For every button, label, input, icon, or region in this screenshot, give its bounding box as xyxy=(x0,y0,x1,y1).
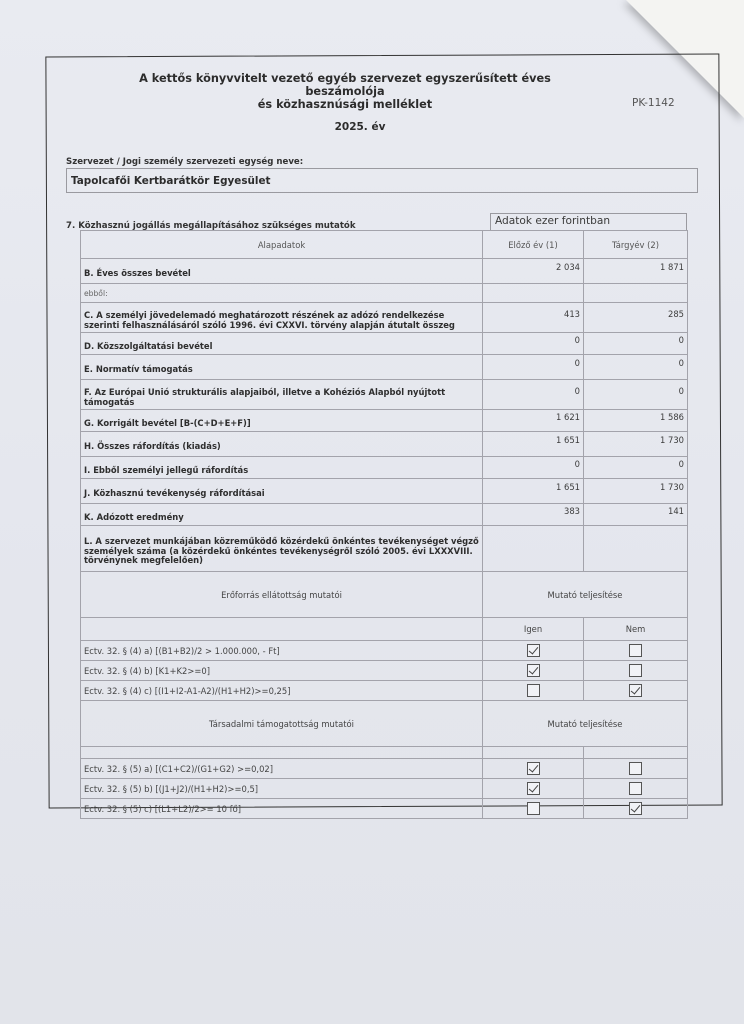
row-label: G. Korrigált bevétel [B-(C+D+E+F)] xyxy=(81,410,483,432)
unit-note: Adatok ezer forintban xyxy=(490,213,687,230)
indicator-row xyxy=(81,641,688,661)
current-year-value: 0 xyxy=(584,333,688,355)
section-title: 7. Közhasznú jogállás megállapításához szükséges mutatók xyxy=(66,221,356,231)
fulfilment-heading: Mutató teljesítése xyxy=(483,701,688,747)
report-year: 2025. év xyxy=(334,121,386,133)
current-year-value: 1 871 xyxy=(584,259,688,284)
table-row xyxy=(81,380,688,410)
indicator-label: Ectv. 32. § (5) b) [(J1+J2)/(H1+H2)>=0,5] xyxy=(81,779,483,799)
current-year-value xyxy=(584,526,688,572)
document-title xyxy=(110,72,580,111)
indicator-label: Ectv. 32. § (4) a) [(B1+B2)/2 > 1.000.000, - Ft] xyxy=(81,641,483,661)
resource-indicators-header xyxy=(81,572,688,618)
row-label: L. A szervezet munkájában közreműködő közérdekű önkéntes tevékenységet végző személyek száma (a közérdekű önkéntes tevékenységről szóló 2005. évi LXXXVIII. törvénynek megfelelően) xyxy=(81,526,483,572)
prev-year-value: 413 xyxy=(483,303,584,333)
row-label: J. Közhasznú tevékenység ráfordításai xyxy=(81,479,483,504)
table-row xyxy=(81,284,688,303)
header-base-data: Alapadatok xyxy=(81,231,483,259)
yes-checkbox[interactable] xyxy=(527,762,540,775)
fulfilment-heading: Mutató teljesítése xyxy=(483,572,688,618)
prev-year-value: 0 xyxy=(483,333,584,355)
yes-checkbox[interactable] xyxy=(527,664,540,677)
indicator-row xyxy=(81,661,688,681)
yes-header: Igen xyxy=(483,618,584,641)
indicator-label: Ectv. 32. § (5) c) [(L1+L2)/2>= 10 fő] xyxy=(81,799,483,819)
yes-cell xyxy=(483,661,584,681)
current-year-value: 0 xyxy=(584,355,688,380)
title-line-2: és közhasznúsági melléklet xyxy=(257,98,433,111)
no-cell xyxy=(584,661,688,681)
table-row xyxy=(81,355,688,380)
indicator-label: Ectv. 32. § (4) b) [K1+K2>=0] xyxy=(81,661,483,681)
prev-year-value: 383 xyxy=(483,504,584,526)
indicator-row xyxy=(81,779,688,799)
row-label: E. Normatív támogatás xyxy=(81,355,483,380)
table-row xyxy=(81,526,688,572)
title-line-1: A kettős könyvvitelt vezető egyéb szervezet egyszerűsített éves beszámolója xyxy=(139,72,551,98)
indicator-group-heading: Erőforrás ellátottság mutatói xyxy=(81,572,483,618)
current-year-value: 141 xyxy=(584,504,688,526)
no-cell xyxy=(584,681,688,701)
table-row xyxy=(81,457,688,479)
no-cell xyxy=(584,759,688,779)
current-year-value: 0 xyxy=(584,380,688,410)
no-checkbox[interactable] xyxy=(629,762,642,775)
yes-checkbox[interactable] xyxy=(527,684,540,697)
yes-cell xyxy=(483,681,584,701)
table-header-row xyxy=(81,231,688,259)
indicator-label: Ectv. 32. § (5) a) [(C1+C2)/(G1+G2) >=0,02] xyxy=(81,759,483,779)
table-row xyxy=(81,432,688,457)
indicator-group-heading: Társadalmi támogatottság mutatói xyxy=(81,701,483,747)
indicators-table xyxy=(80,230,688,819)
prev-year-value: 0 xyxy=(483,457,584,479)
current-year-value: 0 xyxy=(584,457,688,479)
indicator-label: Ectv. 32. § (4) c) [(I1+I2-A1-A2)/(H1+H2)>=0,25] xyxy=(81,681,483,701)
row-label: D. Közszolgáltatási bevétel xyxy=(81,333,483,355)
prev-year-value xyxy=(483,284,584,303)
row-label: K. Adózott eredmény xyxy=(81,504,483,526)
row-label: I. Ebből személyi jellegű ráfordítás xyxy=(81,457,483,479)
table-row xyxy=(81,410,688,432)
no-checkbox[interactable] xyxy=(629,664,642,677)
yes-cell xyxy=(483,641,584,661)
organization-label: Szervezet / Jogi személy szervezeti egység neve: xyxy=(66,157,304,167)
yes-no-header-row xyxy=(81,747,688,759)
current-year-value: 1 730 xyxy=(584,432,688,457)
no-checkbox[interactable] xyxy=(629,644,642,657)
yes-cell xyxy=(483,779,584,799)
form-code: PK-1142 xyxy=(632,97,675,109)
prev-year-value: 2 034 xyxy=(483,259,584,284)
prev-year-value: 1 621 xyxy=(483,410,584,432)
prev-year-value: 1 651 xyxy=(483,479,584,504)
no-checkbox[interactable] xyxy=(629,782,642,795)
header-current-year: Tárgyév (2) xyxy=(584,231,688,259)
yes-no-header-row xyxy=(81,618,688,641)
row-label: C. A személyi jövedelemadó meghatározott részének az adózó rendelkezése szerinti felhasználásáról szóló 1996. évi CXXVI. törvény alapján átutalt összeg xyxy=(81,303,483,333)
yes-checkbox[interactable] xyxy=(527,802,540,815)
yes-cell xyxy=(483,799,584,819)
blank-cell xyxy=(81,747,483,759)
current-year-value: 285 xyxy=(584,303,688,333)
organization-name-field: Tapolcafői Kertbarátkör Egyesület xyxy=(66,168,698,193)
yes-cell xyxy=(483,759,584,779)
table-row xyxy=(81,259,688,284)
no-header: Nem xyxy=(584,618,688,641)
no-cell xyxy=(584,779,688,799)
indicator-row xyxy=(81,799,688,819)
no-cell xyxy=(584,799,688,819)
current-year-value xyxy=(584,284,688,303)
blank-cell xyxy=(483,747,584,759)
row-label: B. Éves összes bevétel xyxy=(81,259,483,284)
row-label: H. Összes ráfordítás (kiadás) xyxy=(81,432,483,457)
table-row xyxy=(81,303,688,333)
row-label: ebből: xyxy=(81,284,483,303)
current-year-value: 1 586 xyxy=(584,410,688,432)
table-row xyxy=(81,479,688,504)
table-row xyxy=(81,504,688,526)
indicator-row xyxy=(81,759,688,779)
prev-year-value: 1 651 xyxy=(483,432,584,457)
row-label: F. Az Európai Unió strukturális alapjaiból, illetve a Kohéziós Alapból nyújtott támogatás xyxy=(81,380,483,410)
header-prev-year: Előző év (1) xyxy=(483,231,584,259)
yes-checkbox[interactable] xyxy=(527,782,540,795)
prev-year-value xyxy=(483,526,584,572)
indicator-row xyxy=(81,681,688,701)
prev-year-value: 0 xyxy=(483,380,584,410)
current-year-value: 1 730 xyxy=(584,479,688,504)
no-checkbox[interactable] xyxy=(629,684,642,697)
no-checkbox[interactable] xyxy=(629,802,642,815)
blank-cell xyxy=(81,618,483,641)
prev-year-value: 0 xyxy=(483,355,584,380)
no-cell xyxy=(584,641,688,661)
table-row xyxy=(81,333,688,355)
blank-cell xyxy=(584,747,688,759)
social-indicators-header xyxy=(81,701,688,747)
yes-checkbox[interactable] xyxy=(527,644,540,657)
